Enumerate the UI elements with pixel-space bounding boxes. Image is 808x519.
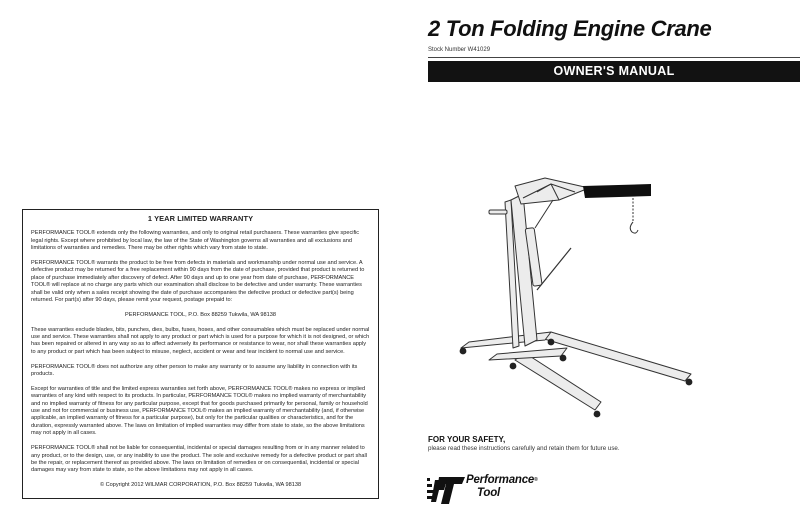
caster <box>460 348 467 355</box>
brand-line-2: Tool <box>477 486 501 499</box>
page-title: 2 Ton Folding Engine Crane <box>428 16 712 41</box>
crane-base-cross <box>489 348 567 360</box>
engine-crane-illustration <box>455 170 717 430</box>
caster <box>510 363 517 370</box>
stock-number: Stock Number W41029 <box>428 47 491 53</box>
brand-line-1: Performance <box>466 474 535 486</box>
crane-leg-front <box>515 353 601 410</box>
warranty-paragraph: PERFORMANCE TOOL® extends only the following warranties, and only to original retail purchasers. These warranties give specific legal rights. Except where prohibited by local law, the law of the State of Washington governs all warranties and all exclusions and limitations of warranties and remedies. There may be other rights which vary from state to state. <box>31 230 360 252</box>
warranty-paragraph: PERFORMANCE TOOL® does not authorize any other person to make any warranty or to assume any liability in connection with its products. <box>31 363 358 378</box>
crane-hook <box>630 222 638 233</box>
warranty-paragraph: Except for warranties of title and the limited express warranties set forth above, PERFORMANCE TOOL® makes no express or implied warranties of any kind with respect to its products. In particular, PERFORMANCE TOOL® makes no implied warranty of merchantability and no implied warranty of fitness for any particular purpose, except that for goods purchased primarily for personal, family or household use and not for commercial or business use, PERFORMANCE TOOL® makes an implied warranty of merchantability (and, if otherwise applicable, an implied warranty of fitness for a particular purpose), but only for the particular qualities or characteristics, and for the duration, expressly warranted above. The laws on limitation of implied warranties may differ from state to state, so the above limitations may not apply in all cases. <box>31 385 368 437</box>
caster <box>548 339 555 346</box>
caster <box>594 411 601 418</box>
crane-boom-extension <box>583 184 651 198</box>
warranty-box <box>22 209 379 499</box>
crane-boom <box>515 178 589 204</box>
copyright: © Copyright 2012 WILMAR CORPORATION, P.O. Box 88259 Tukwila, WA 98138 <box>99 482 302 489</box>
warranty-address: PERFORMANCE TOOL, P.O. Box 88259 Tukwila, WA 98138 <box>125 311 276 318</box>
safety-text: please read these instructions carefully and retain them for future use. <box>428 445 620 452</box>
pt-logo-icon <box>425 472 467 506</box>
caster <box>560 355 567 362</box>
warranty-paragraph: PERFORMANCE TOOL® warrants the product to be free from defects in materials and workmanship under normal use and service. A defective product may be returned for a free replacement within 90 days from the date of purchase, provided that product is returned to place of purchase immediately after discovery of defect. After 90 days and up to one year from date of purchase, PERFORMANCE TOOL® will replace at no charge any parts which our examination shall disclose to be defective and under warranty. These warranties shall be valid only when a sales receipt showing the date of purchase accompanies the defective product or defective part(s) being returned. For part(s) after 90 days, please remit your request, postage prepaid to: <box>31 260 365 304</box>
registered-mark: ® <box>534 477 538 483</box>
performance-tool-logo <box>425 472 575 506</box>
title-divider <box>428 57 800 58</box>
warranty-paragraph: These warranties exclude blades, bits, punches, dies, bulbs, fuses, hoses, and other consumables which must be replaced under normal use and service. These warranties shall not apply to any product or part which is used for a purpose for which it is not designed, or which has been repaired or altered in any way so as to affect adversely its performance or resistance to wear, nor shall these warranties apply to any product or part which has been subject to misuse, neglect, accident or wear and tear incident to normal use and service. <box>31 326 370 355</box>
owners-manual-banner: OWNER'S MANUAL <box>428 61 800 82</box>
warranty-paragraph: PERFORMANCE TOOL® shall not be liable for consequential, incidental or special damages resulting from or in any manner related to any product, or to the design, use, or any inability to use the product. The sole and exclusive remedy for a defective product or part shall be the repair, or replacement thereof as provided above. The laws on limitation of remedies or on consequential, incidental or special damages may vary from state to state, so the above limitations may not apply in all cases. <box>31 445 368 474</box>
safety-heading: FOR YOUR SAFETY, <box>428 435 506 444</box>
caster <box>686 379 693 386</box>
warranty-heading: 1 YEAR LIMITED WARRANTY <box>147 214 254 223</box>
brand-wordmark <box>466 474 538 499</box>
